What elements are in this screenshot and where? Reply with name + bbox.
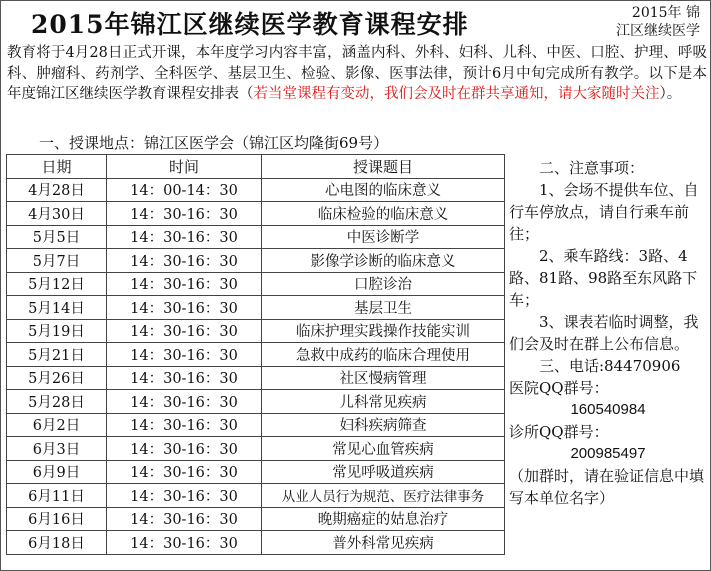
cell-time: 14：30-16：30 <box>107 531 262 555</box>
cell-topic: 口腔诊治 <box>262 272 505 296</box>
corner-note <box>580 4 700 40</box>
intro-paragraph <box>7 43 707 105</box>
cell-time: 14：30-16：30 <box>107 507 262 531</box>
cell-time: 14：30-16：30 <box>107 460 262 484</box>
cell-topic: 从业人员行为规范、医疗法律事务 <box>262 484 505 508</box>
cell-topic: 社区慢病管理 <box>262 366 505 390</box>
cell-topic: 常见呼吸道疾病 <box>262 460 505 484</box>
corner-note-line1: 2015年 锦 <box>631 5 700 21</box>
cell-date: 6月9日 <box>7 460 107 484</box>
notes-item-bus-route: 2、乘车路线：3路、4路、81路、98路至东风路下车； <box>509 247 698 309</box>
cell-topic: 常见心血管疾病 <box>262 437 505 461</box>
table-row <box>7 272 505 296</box>
table-row <box>7 296 505 320</box>
intro-highlight: 若当堂课程有变动，我们会及时在群共享通知，请大家随时关注 <box>253 86 660 102</box>
page-title: 2015年锦江区继续医学教育课程安排 <box>31 10 469 39</box>
cell-date: 4月30日 <box>7 202 107 226</box>
schedule-table <box>6 154 505 555</box>
cell-topic: 临床检验的临床意义 <box>262 202 505 226</box>
cell-topic: 普外科常见疾病 <box>262 531 505 555</box>
cell-topic: 心电图的临床意义 <box>262 178 505 202</box>
table-row <box>7 531 505 555</box>
cell-time: 14：30-16：30 <box>107 484 262 508</box>
table-row <box>7 178 505 202</box>
cell-date: 6月2日 <box>7 413 107 437</box>
table-row <box>7 225 505 249</box>
clinic-qq-label: 诊所QQ群号： <box>509 423 609 441</box>
cell-date: 5月5日 <box>7 225 107 249</box>
cell-time: 14：30-16：30 <box>107 296 262 320</box>
table-row <box>7 484 505 508</box>
cell-time: 14：30-16：30 <box>107 202 262 226</box>
cell-date: 5月12日 <box>7 272 107 296</box>
cell-time: 14：00-14：30 <box>107 178 262 202</box>
cell-date: 5月26日 <box>7 366 107 390</box>
cell-topic: 儿科常见疾病 <box>262 390 505 414</box>
intro-tail: ）。 <box>659 86 682 102</box>
table-row <box>7 202 505 226</box>
cell-time: 14：30-16：30 <box>107 319 262 343</box>
table-row <box>7 460 505 484</box>
cell-time: 14：30-16：30 <box>107 225 262 249</box>
cell-date: 5月19日 <box>7 319 107 343</box>
notes-panel <box>509 157 707 509</box>
table-row <box>7 366 505 390</box>
cell-date: 5月7日 <box>7 249 107 273</box>
cell-time: 14：30-16：30 <box>107 366 262 390</box>
cell-time: 14：30-16：30 <box>107 390 262 414</box>
corner-note-line2: 江区继续医学 <box>616 23 700 39</box>
notes-title: 二、注意事项： <box>539 159 645 177</box>
cell-time: 14：30-16：30 <box>107 413 262 437</box>
cell-date: 5月14日 <box>7 296 107 320</box>
cell-topic: 妇科疾病筛查 <box>262 413 505 437</box>
table-header-row <box>7 155 505 179</box>
intro-text: 教育将于4月28日正式开课，本年度学习内容丰富，涵盖内科、外科、妇科、儿科、中医、口腔、护理、呼吸科、肿瘤科、药剂学、全科医学、基层卫生、检验、影像、医事法律，预计6月中旬完成所有教学。以下是本年度锦江区继续医学教育课程安排表（ <box>7 45 707 102</box>
table-row <box>7 319 505 343</box>
table-row <box>7 390 505 414</box>
notes-remark: （加群时，请在验证信息中填写本单位名字） <box>509 467 705 507</box>
table-row <box>7 413 505 437</box>
cell-date: 6月16日 <box>7 507 107 531</box>
hospital-qq-label: 医院QQ群号： <box>509 379 609 397</box>
header-time: 时间 <box>107 155 262 179</box>
notes-phone: 三、电话:84470906 <box>539 357 681 375</box>
cell-topic: 中医诊断学 <box>262 225 505 249</box>
cell-date: 4月28日 <box>7 178 107 202</box>
cell-time: 14：30-16：30 <box>107 272 262 296</box>
cell-date: 5月28日 <box>7 390 107 414</box>
notes-item-schedule-change: 3、课表若临时调整，我们会及时在群上公布信息。 <box>509 313 699 353</box>
table-row <box>7 343 505 367</box>
cell-date: 6月3日 <box>7 437 107 461</box>
cell-date: 5月21日 <box>7 343 107 367</box>
notes-item-parking: 1、会场不提供车位、自行车停放点，请自行乘车前往； <box>509 181 699 243</box>
cell-topic: 基层卫生 <box>262 296 505 320</box>
cell-date: 6月18日 <box>7 531 107 555</box>
table-row <box>7 249 505 273</box>
cell-time: 14：30-16：30 <box>107 343 262 367</box>
header-date: 日期 <box>7 155 107 179</box>
cell-topic: 临床护理实践操作技能实训 <box>262 319 505 343</box>
cell-date: 6月11日 <box>7 484 107 508</box>
section-location-title: 一、授课地点：锦江区医学会（锦江区均隆街69号） <box>39 134 389 152</box>
cell-topic: 晚期癌症的姑息治疗 <box>262 507 505 531</box>
table-row <box>7 507 505 531</box>
header-topic: 授课题目 <box>262 155 505 179</box>
clinic-qq-number: 200985497 <box>570 445 646 462</box>
table-row <box>7 437 505 461</box>
cell-time: 14：30-16：30 <box>107 249 262 273</box>
cell-topic: 急救中成药的临床合理使用 <box>262 343 505 367</box>
cell-topic: 影像学诊断的临床意义 <box>262 249 505 273</box>
cell-time: 14：30-16：30 <box>107 437 262 461</box>
hospital-qq-number: 160540984 <box>570 401 646 418</box>
